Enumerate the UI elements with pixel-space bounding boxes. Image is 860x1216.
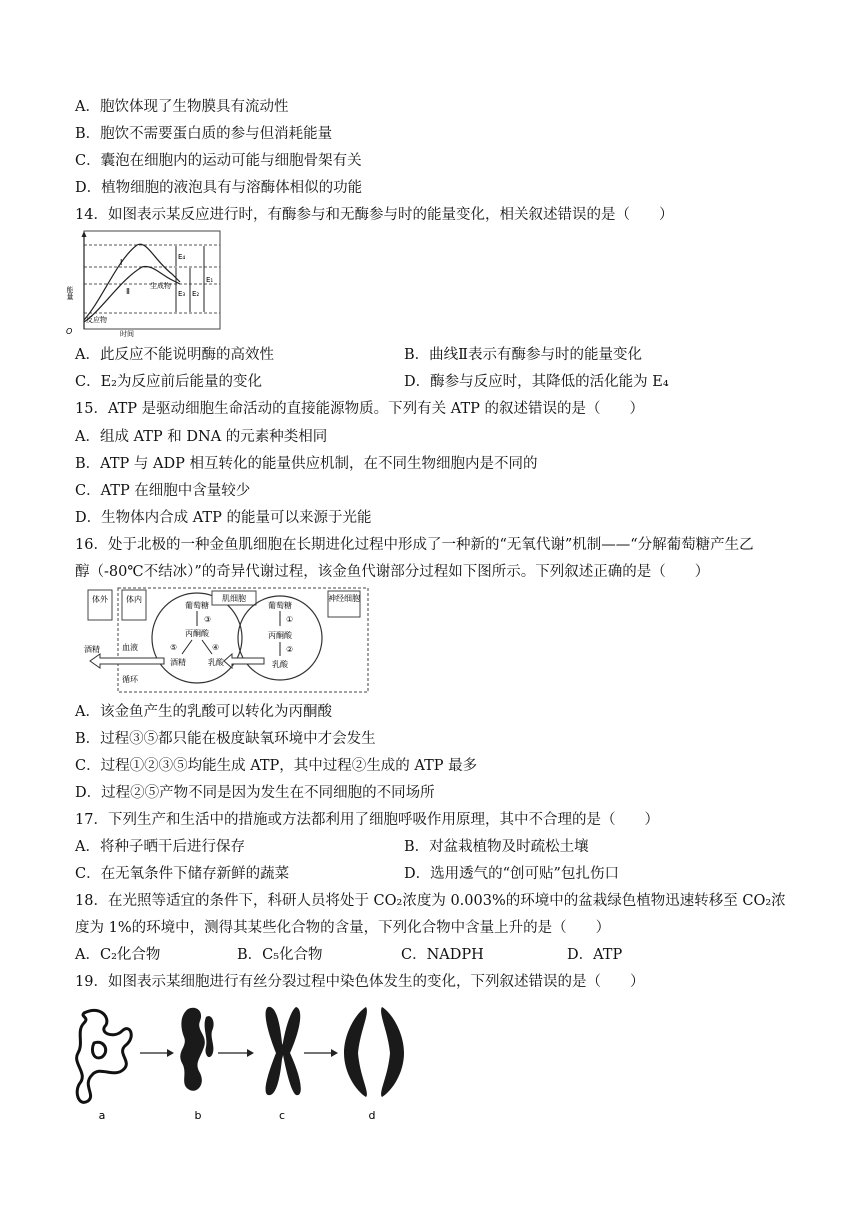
q16-muscle-lactate: 乳酸: [208, 658, 224, 667]
q14-label-origin: O: [66, 327, 73, 336]
q16-option-c: C．过程①②③⑤均能生成 ATP，其中过程②生成的 ATP 最多: [75, 758, 478, 774]
q16-step-1: ①: [286, 615, 294, 624]
q19-label-c: c: [278, 1109, 286, 1122]
q16-nerve-lactate: 乳酸: [272, 660, 288, 669]
q18-stem-line2: 度为 1%的环境中，测得其某些化合物的含量，下列化合物中含量上升的是（ ）: [75, 920, 611, 936]
q14-energy-figure: [62, 230, 230, 338]
q15-option-b: B．ATP 与 ADP 相互转化的能量供应机制，在不同生物细胞内是不同的: [75, 456, 538, 472]
q15-option-d: D．生物体内合成 ATP 的能量可以来源于光能: [75, 510, 372, 526]
q16-step-5: ⑤: [170, 643, 178, 652]
q14-option-c: C．E₂为反应前后能量的变化: [75, 374, 262, 390]
q16-arrow-lactate: [224, 654, 264, 668]
q16-option-d: D．过程②⑤产物不同是因为发生在不同细胞的不同场所: [75, 785, 435, 801]
q15-option-a: A．组成 ATP 和 DNA 的元素种类相同: [75, 429, 328, 445]
q18-option-a: A．C₂化合物: [75, 947, 161, 963]
q14-option-b: B．曲线Ⅱ表示有酶参与时的能量变化: [404, 347, 643, 363]
q14-label-curve-1: Ⅰ: [120, 258, 123, 267]
q17-option-d: D．选用透气的“创可贴”包扎伤口: [404, 866, 619, 882]
q13-option-a: A．胞饮体现了生物膜具有流动性: [75, 99, 289, 115]
q19-label-d: d: [368, 1109, 376, 1122]
q16-option-b: B．过程③⑤都只能在极度缺氧环境中才会发生: [75, 731, 376, 747]
q16-step-2: ②: [286, 645, 294, 654]
chromosome-stage-c: [266, 1007, 301, 1095]
q14-label-e4: E₄: [178, 253, 186, 261]
chromosome-stage-b: [180, 1008, 213, 1091]
q14-label-e3: E₃: [178, 290, 186, 298]
q14-option-d: D．酶参与反应时，其降低的活化能为 E₄: [404, 374, 669, 390]
q14-label-e2: E₂: [192, 290, 200, 298]
q16-option-a: A．该金鱼产生的乳酸可以转化为丙酮酸: [75, 704, 332, 720]
q18-option-d: D．ATP: [567, 947, 623, 963]
q19-chromosome-figure: [70, 1003, 420, 1125]
q16-muscle-glucose: 葡萄糖: [185, 601, 209, 610]
q16-label-muscle: 肌细胞: [222, 594, 246, 603]
q16-step-3: ③: [204, 615, 212, 624]
chromosome-stage-a: [77, 1010, 132, 1102]
q17-option-b: B．对盆栽植物及时疏松土壤: [404, 839, 589, 855]
q16-label-circulation: 循环: [122, 675, 138, 684]
q13-option-d: D．植物细胞的液泡具有与溶酶体相似的功能: [75, 180, 363, 196]
q19-label-b: b: [194, 1109, 202, 1122]
q14-label-x: 时间: [120, 330, 134, 338]
q16-stem-line1: 16．处于北极的一种金鱼肌细胞在长期进化过程中形成了一种新的“无氧代谢”机制——“分解葡萄糖产生乙: [75, 537, 754, 553]
q14-label-e1: E₁: [206, 276, 214, 284]
q14-label-curve-2: Ⅱ: [126, 287, 130, 296]
q14-stem: 14．如图表示某反应进行时，有酶参与和无酶参与时的能量变化，相关叙述错误的是（ ）: [75, 207, 674, 223]
q16-out-ethanol: 酒精: [84, 645, 100, 654]
q16-muscle-ethanol: 酒精: [170, 658, 186, 667]
q16-label-outside: 体外: [92, 595, 108, 604]
q16-muscle-pyruvate: 丙酮酸: [185, 629, 209, 638]
q14-option-a: A．此反应不能说明酶的高效性: [75, 347, 274, 363]
q15-option-c: C．ATP 在细胞中含量较少: [75, 483, 251, 499]
q16-arrow-ethanol: [90, 654, 164, 668]
q13-option-b: B．胞饮不需要蛋白质的参与但消耗能量: [75, 126, 333, 142]
q18-stem-line1: 18．在光照等适宜的条件下，科研人员将处于 CO₂浓度为 0.003%的环境中的盆栽绿色植物迅速转移至 CO₂浓: [75, 893, 786, 909]
q14-label-reactant: 反应物: [86, 316, 107, 324]
q16-nerve-glucose: 葡萄糖: [268, 601, 292, 610]
q14-label-y: 能量: [66, 286, 74, 300]
chromosome-stage-d: [344, 1007, 404, 1097]
q19-label-a: a: [98, 1109, 106, 1122]
q14-curve-2: [84, 266, 180, 322]
q14-label-product: 生成物: [150, 282, 171, 290]
q16-stem-line2: 醇（-80℃不结冰）”的奇异代谢过程，该金鱼代谢部分过程如下图所示。下列叙述正确的是（ ）: [75, 564, 710, 580]
q16-metabolism-figure: [84, 586, 374, 696]
q16-label-inside: 体内: [126, 595, 142, 604]
q16-step-4: ④: [212, 643, 220, 652]
q17-option-c: C．在无氧条件下储存新鲜的蔬菜: [75, 866, 290, 882]
q16-nerve-pyruvate: 丙酮酸: [268, 631, 292, 640]
q15-stem: 15．ATP 是驱动细胞生命活动的直接能源物质。下列有关 ATP 的叙述错误的是（ ）: [75, 401, 644, 417]
q18-option-c: C．NADPH: [401, 947, 484, 963]
q17-stem: 17．下列生产和生活中的措施或方法都利用了细胞呼吸作用原理，其中不合理的是（ ）: [75, 812, 659, 828]
q17-option-a: A．将种子晒干后进行保存: [75, 839, 245, 855]
q13-option-c: C．囊泡在细胞内的运动可能与细胞骨架有关: [75, 153, 362, 169]
q16-label-blood: 血液: [122, 643, 138, 652]
q18-option-b: B．C₅化合物: [237, 947, 323, 963]
q16-label-nerve: 神经细胞: [328, 594, 360, 603]
q19-stem: 19．如图表示某细胞进行有丝分裂过程中染色体发生的变化，下列叙述错误的是（ ）: [75, 974, 645, 990]
